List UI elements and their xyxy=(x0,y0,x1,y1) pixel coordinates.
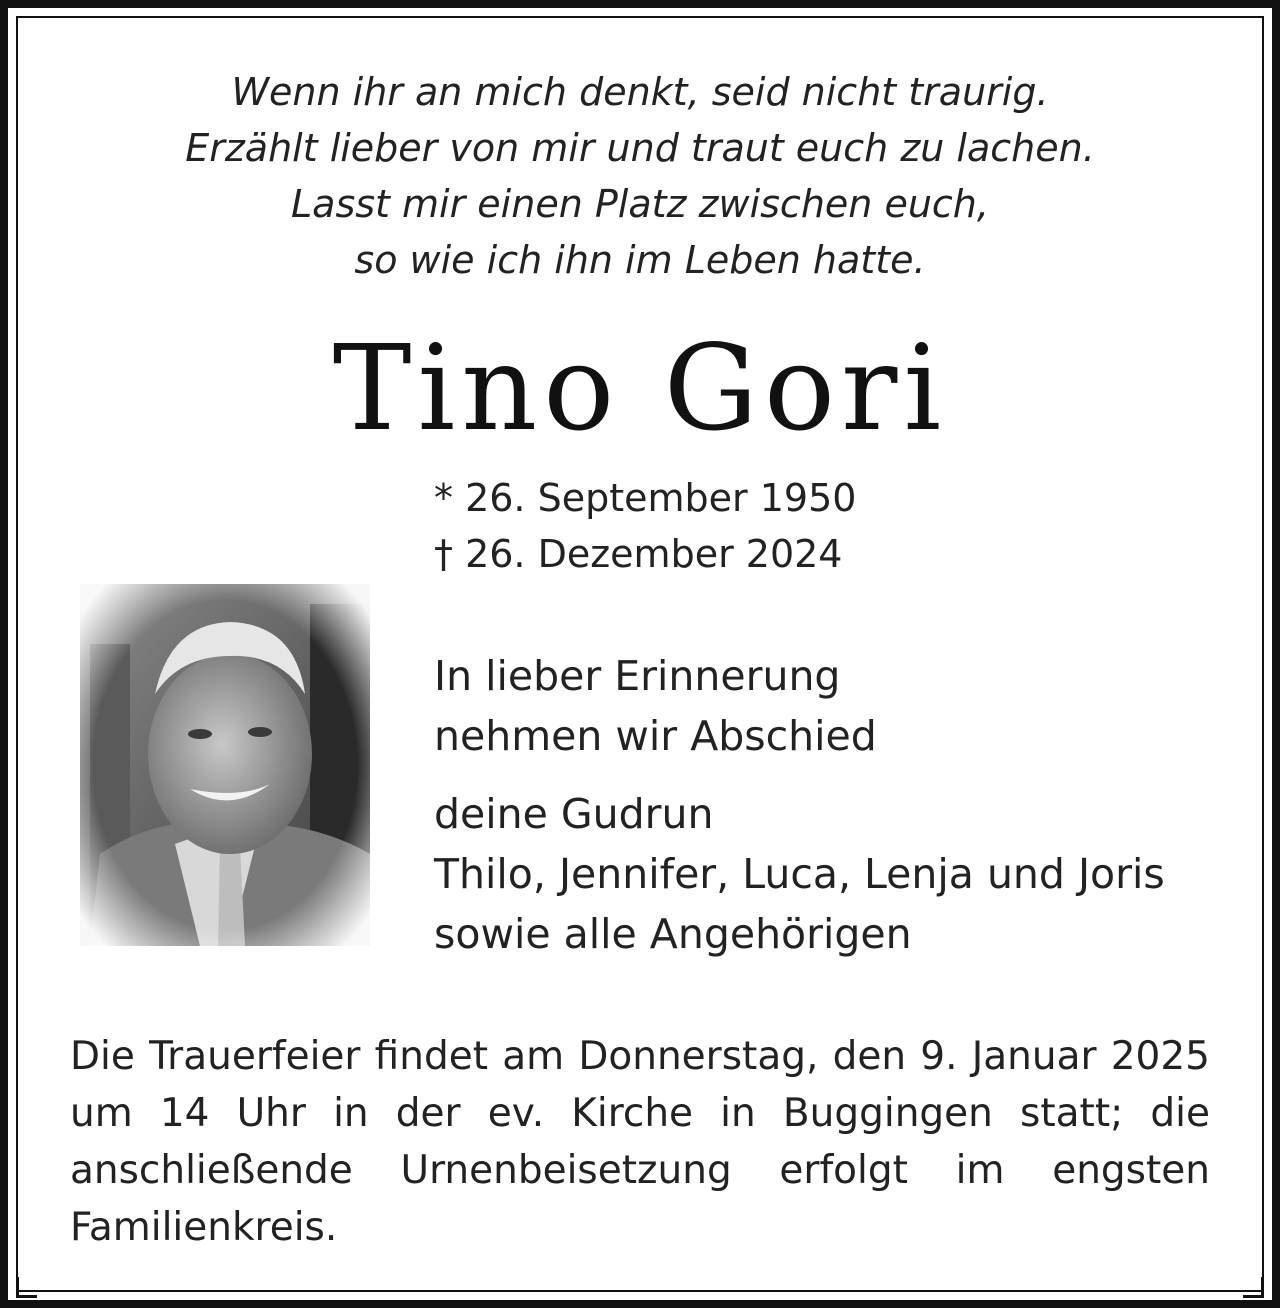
memory-block xyxy=(434,646,1165,964)
poem-line: Erzählt lieber von mir und traut euch zu lachen. xyxy=(185,126,1095,170)
memory-line: In lieber Erinnerung xyxy=(434,652,841,700)
service-line: Die Trauerfeier findet am Donnerstag, den 9. Januar 2025 xyxy=(70,1034,1210,1079)
poem-line: so wie ich ihn im Leben hatte. xyxy=(354,238,926,282)
birth-date: * 26. September 1950 xyxy=(434,476,857,520)
family-line: Thilo, Jennifer, Luca, Lenja und Joris xyxy=(434,850,1165,898)
service-info xyxy=(70,1028,1210,1256)
death-date: † 26. Dezember 2024 xyxy=(434,532,843,576)
family-line: sowie alle Angehörigen xyxy=(434,910,912,958)
poem-line: Wenn ihr an mich denkt, seid nicht traurig. xyxy=(231,70,1049,114)
corner-ornament-left xyxy=(16,1277,37,1298)
poem xyxy=(0,64,1280,288)
life-dates xyxy=(434,470,856,582)
service-line: Familienkreis. xyxy=(70,1205,338,1250)
memory-line: nehmen wir Abschied xyxy=(434,712,877,760)
spacer xyxy=(434,766,1165,784)
family-line: deine Gudrun xyxy=(434,790,714,838)
poem-line: Lasst mir einen Platz zwischen euch, xyxy=(291,182,989,226)
service-line: anschließende Urnenbeisetzung erfolgt im engsten xyxy=(70,1148,1210,1193)
service-line: um 14 Uhr in der ev. Kirche in Buggingen statt; die xyxy=(70,1091,1210,1136)
corner-ornament-right xyxy=(1243,1277,1264,1298)
portrait-photo xyxy=(80,584,370,946)
deceased-name: Tino Gori xyxy=(332,319,948,457)
